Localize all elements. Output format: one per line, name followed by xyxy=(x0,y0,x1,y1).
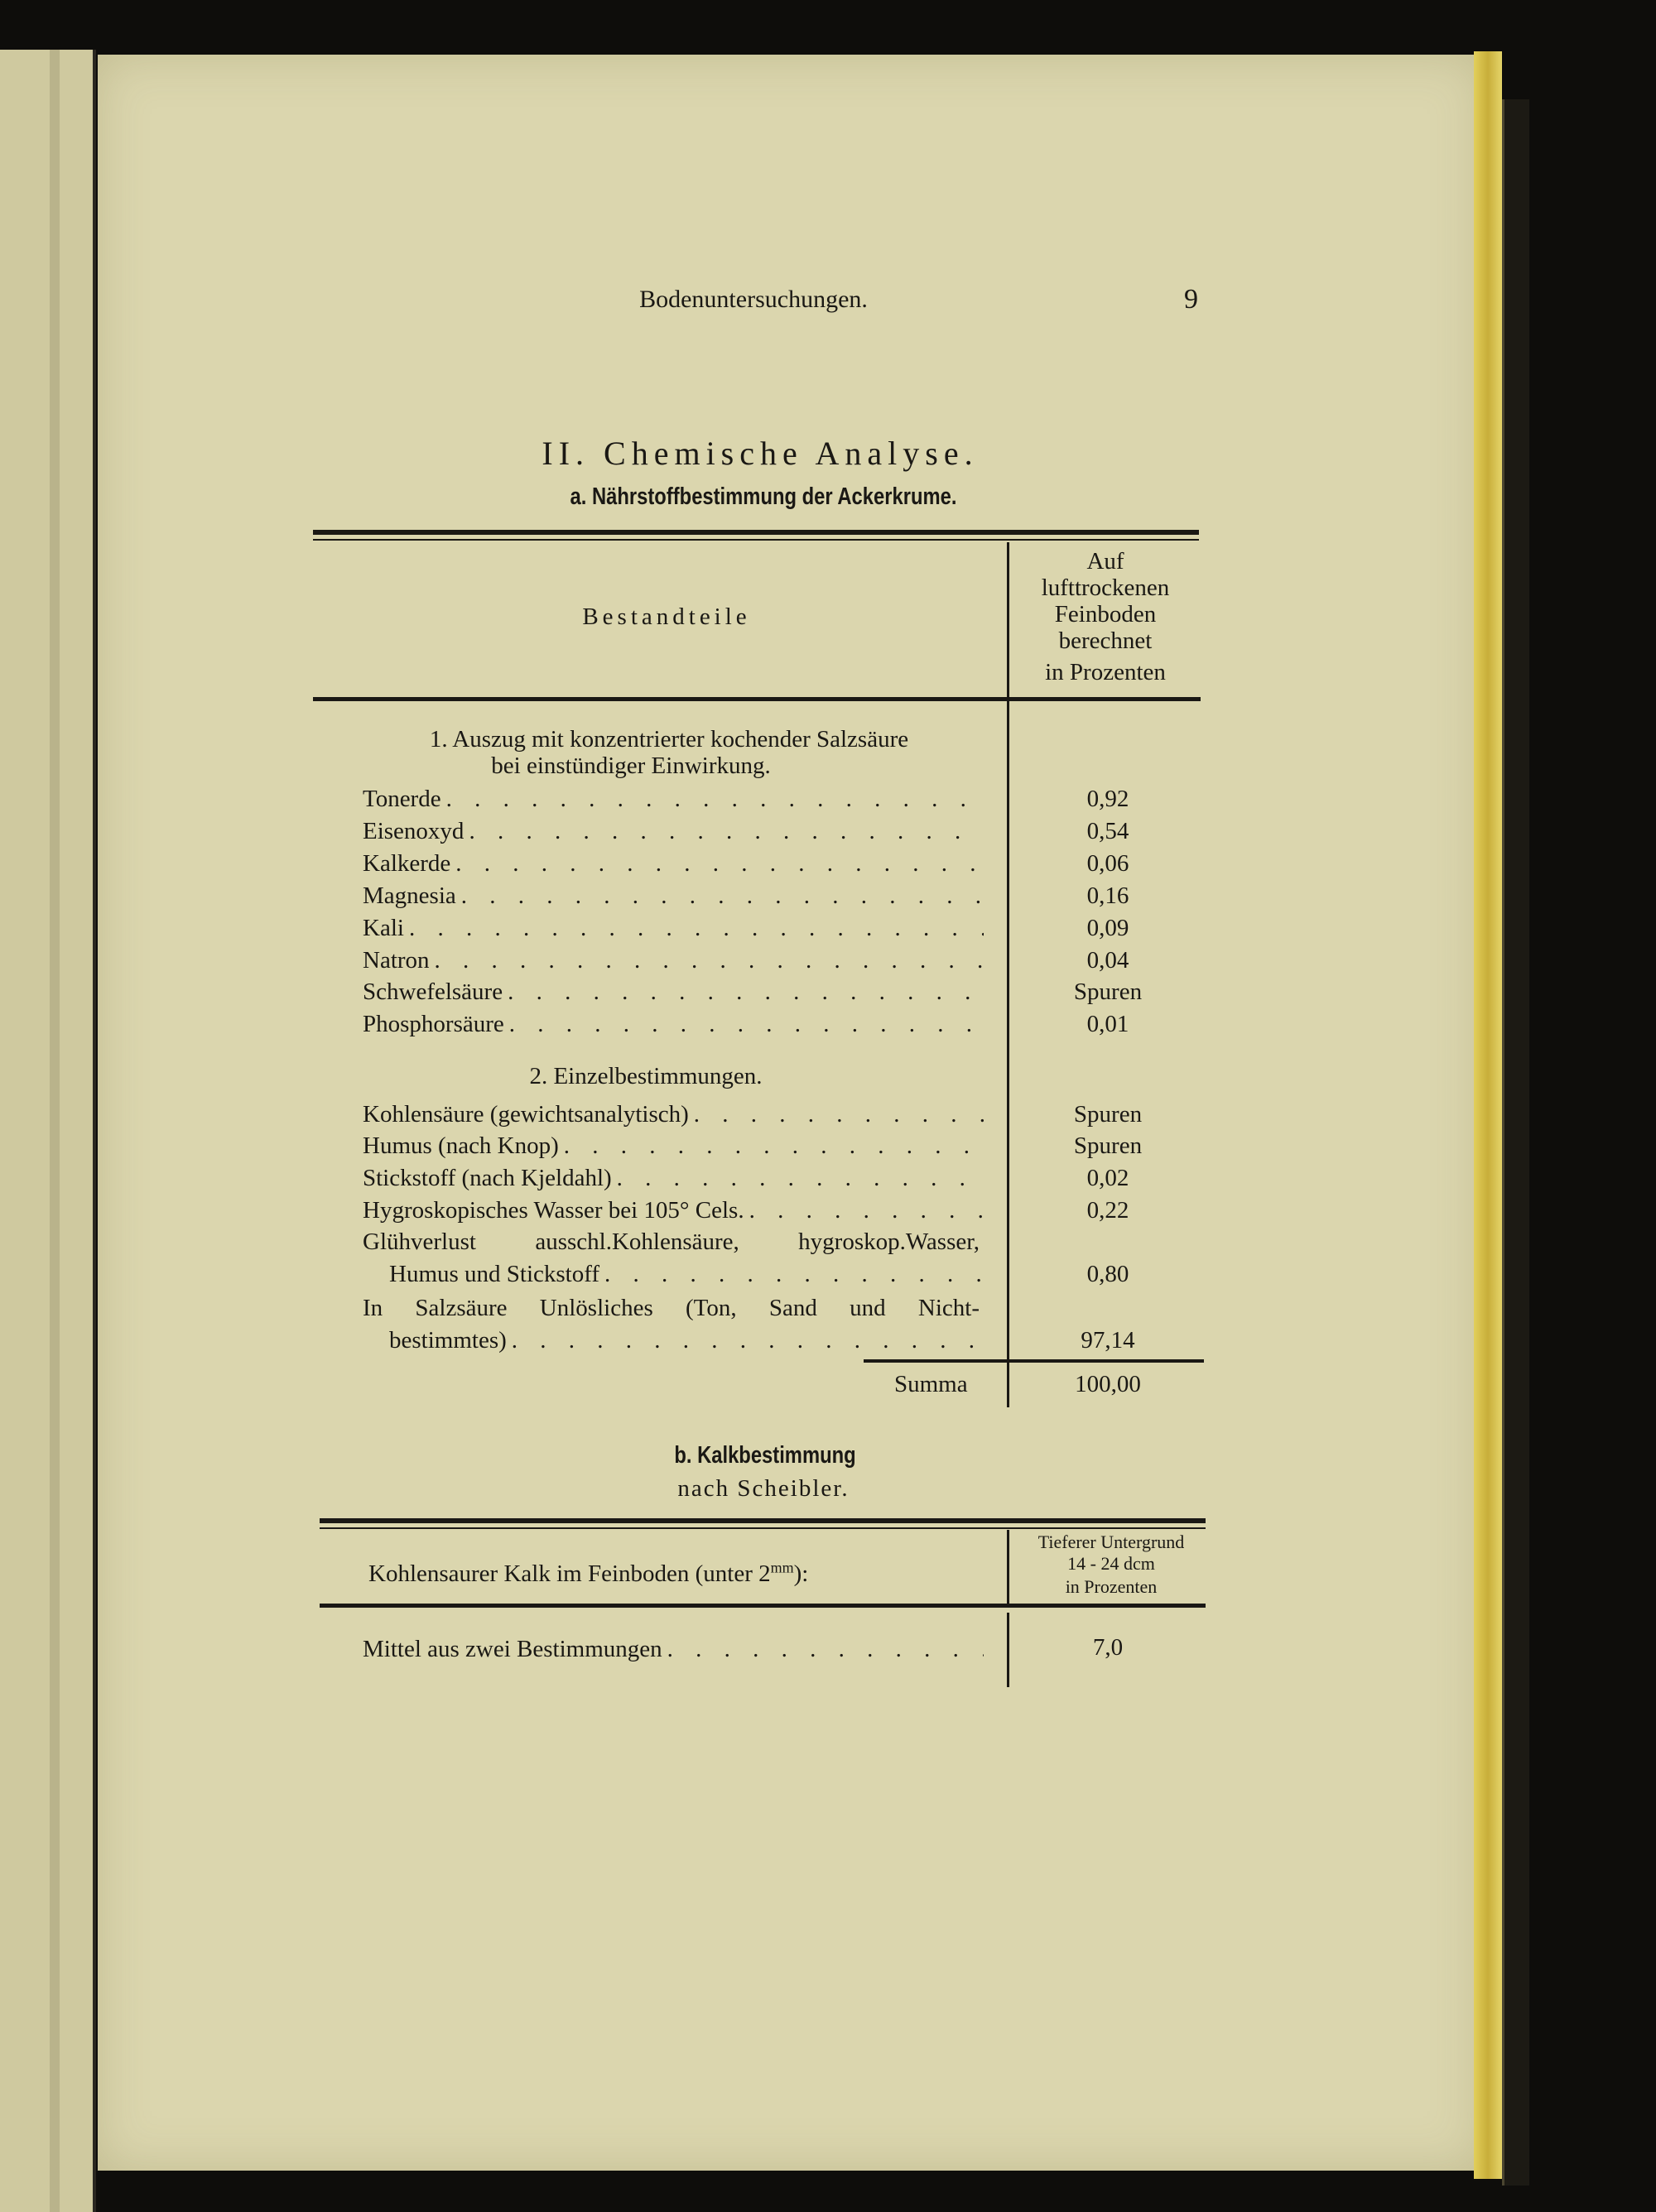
row-label: Mittel aus zwei Bestimmungen xyxy=(363,1636,662,1662)
table-b-column-header-left xyxy=(368,1553,808,1588)
dot-leader xyxy=(744,1196,984,1224)
row-value: 0,09 xyxy=(1086,915,1129,941)
row-value: 0,04 xyxy=(1086,947,1129,974)
group2-title: 2. Einzelbestimmungen. xyxy=(529,1063,763,1089)
table-row xyxy=(389,1326,984,1354)
dot-leader xyxy=(504,1010,984,1038)
table-a-top-rule-thin xyxy=(313,539,1199,541)
row-label: Hygroskopisches Wasser bei 105° Cels. xyxy=(363,1197,744,1224)
header-line: lufttrockenen xyxy=(1041,575,1170,601)
row-label: Kalkerde xyxy=(363,850,451,877)
table-row xyxy=(363,882,984,910)
header-line: Tieferer Untergrund xyxy=(1037,1532,1185,1552)
running-title: Bodenuntersuchungen. xyxy=(639,286,868,313)
dot-leader xyxy=(507,1326,984,1354)
row-label: Schwefelsäure xyxy=(363,979,503,1005)
left-page-gutter xyxy=(50,50,60,2212)
dot-leader xyxy=(599,1260,984,1288)
row-label: Kali xyxy=(363,915,404,941)
table-row xyxy=(363,1164,984,1192)
table-row xyxy=(363,849,984,878)
table-row xyxy=(363,785,984,813)
table-b-header-divider xyxy=(1007,1530,1009,1604)
row-label: Stickstoff (nach Kjeldahl) xyxy=(363,1165,612,1191)
sum-label: Summa xyxy=(894,1371,968,1397)
row-value: 0,80 xyxy=(1086,1261,1129,1287)
row-label-line1: In Salzsäure Unlösliches (Ton, Sand und Nicht- xyxy=(363,1295,980,1321)
sum-rule xyxy=(864,1359,1204,1363)
dot-leader xyxy=(441,785,984,813)
column-header-percent xyxy=(1042,548,1170,685)
group1-title-line1: 1. Auszug mit konzentrierter kochender Salzsäure xyxy=(429,726,909,753)
group1-title-line2: bei einstündiger Einwirkung. xyxy=(491,753,771,779)
part-b-heading: b. Kalkbestimmung xyxy=(674,1442,856,1469)
table-row xyxy=(363,946,984,974)
row-value: Spuren xyxy=(1073,1132,1143,1159)
column-header-bestandteile: Bestandteile xyxy=(582,603,751,630)
dot-leader xyxy=(464,817,984,845)
part-a-heading: a. Nährstoffbestimmung der Ackerkrume. xyxy=(570,483,957,510)
page-stack-edge xyxy=(1474,51,1502,2179)
page-number: 9 xyxy=(1184,284,1198,315)
dot-leader xyxy=(612,1164,984,1192)
table-row xyxy=(363,1196,984,1224)
header-line: Auf xyxy=(1086,548,1124,575)
dot-leader xyxy=(450,849,984,878)
dot-leader xyxy=(689,1100,984,1128)
row-value: 0,06 xyxy=(1086,850,1129,877)
book-cover-edge xyxy=(1502,99,1529,2186)
header-line: Feinboden xyxy=(1054,601,1157,628)
dot-leader xyxy=(503,978,984,1006)
row-value: 0,54 xyxy=(1086,818,1129,844)
row-label: Phosphorsäure xyxy=(363,1011,504,1037)
kalk-label: Kohlensaurer Kalk im Feinboden (unter $2^{mm}$): xyxy=(368,1559,809,1587)
dot-leader xyxy=(559,1132,984,1160)
table-row xyxy=(389,1260,984,1288)
table-row xyxy=(363,1132,984,1160)
dot-leader xyxy=(456,882,984,910)
table-row xyxy=(363,978,984,1006)
dot-leader xyxy=(662,1635,984,1663)
row-label: Humus und Stickstoff xyxy=(389,1261,600,1287)
row-value: Spuren xyxy=(1073,1101,1143,1128)
table-a-column-divider xyxy=(1007,542,1009,1407)
table-row xyxy=(363,817,984,845)
table-row xyxy=(363,1010,984,1038)
table-b-body-divider xyxy=(1007,1613,1009,1687)
table-row xyxy=(363,914,984,942)
row-value: 0,16 xyxy=(1086,882,1129,909)
part-b-subheading: nach Scheibler. xyxy=(677,1475,850,1502)
table-b-row xyxy=(363,1635,984,1663)
header-line: in Prozenten xyxy=(1065,1576,1158,1597)
dot-leader xyxy=(430,946,984,974)
header-line: 14 - 24 dcm xyxy=(1067,1553,1155,1574)
row-value: 0,02 xyxy=(1086,1165,1129,1191)
row-label: Eisenoxyd xyxy=(363,818,465,844)
row-value: 0,92 xyxy=(1086,786,1129,812)
row-label: Kohlensäure (gewichtsanalytisch) xyxy=(363,1101,689,1128)
row-label: Tonerde xyxy=(363,786,441,812)
table-b-value: 7,0 xyxy=(1092,1634,1124,1661)
sum-value: 100,00 xyxy=(1075,1371,1141,1397)
table-b-top-rule xyxy=(320,1518,1206,1523)
row-label: Natron xyxy=(363,947,430,974)
header-line: in Prozenten xyxy=(1045,659,1166,685)
table-b-column-header-right xyxy=(1038,1532,1185,1598)
table-b-header-rule xyxy=(320,1604,1206,1608)
row-value: Spuren xyxy=(1073,979,1143,1005)
row-label: bestimmtes) xyxy=(389,1327,507,1354)
table-b-top-rule-thin xyxy=(320,1527,1206,1529)
table-row xyxy=(363,1100,984,1128)
dot-leader xyxy=(404,914,984,942)
row-value: 0,01 xyxy=(1086,1011,1129,1037)
table-a-top-rule xyxy=(313,530,1199,535)
header-line: berechnet xyxy=(1058,628,1153,654)
left-page-edge xyxy=(0,50,96,2212)
row-label: Humus (nach Knop) xyxy=(363,1132,559,1159)
row-value: 97,14 xyxy=(1081,1327,1135,1354)
row-label-line1: Glühverlust ausschl.Kohlensäure, hygroskop.Wasser, xyxy=(363,1229,980,1255)
table-a-header-rule xyxy=(313,697,1201,701)
row-label: Magnesia xyxy=(363,882,456,909)
row-value: 0,22 xyxy=(1086,1197,1129,1224)
section-title: II. Chemische Analyse. xyxy=(542,435,979,472)
